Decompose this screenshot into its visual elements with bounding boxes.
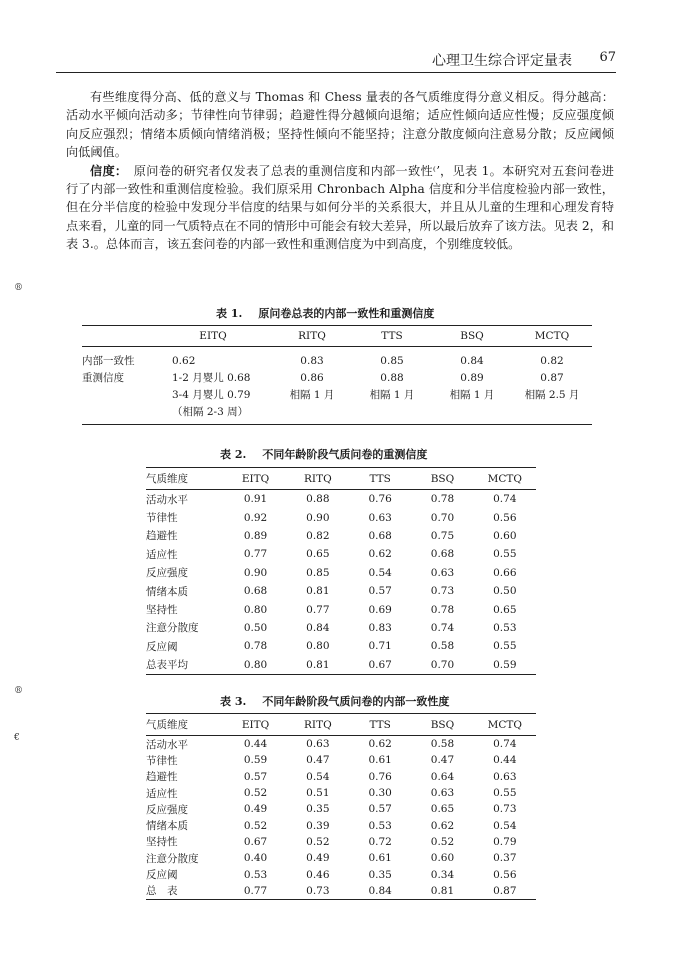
table-cell: 0.73	[287, 883, 349, 900]
table-cell: 0.77	[243, 548, 268, 561]
table-cell: 0.52	[243, 819, 268, 832]
table-cell: 相隔 1 月	[289, 389, 335, 401]
table1-caption-number: 表 1.	[216, 307, 243, 320]
row-label: 适应性	[146, 787, 178, 800]
table2-test-retest	[146, 467, 536, 675]
table-cell: 0.50	[243, 621, 268, 634]
table-row	[146, 769, 536, 785]
table-cell: 0.90	[306, 511, 330, 524]
table-cell: 0.57	[243, 770, 268, 783]
table-cell: 0.63	[430, 566, 455, 579]
table-cell: 0.49	[306, 852, 330, 865]
table-cell: 0.34	[430, 868, 455, 881]
table-cell: 0.65	[430, 803, 455, 816]
table-cell: 0.83	[300, 354, 324, 367]
table-cell: 0.66	[493, 566, 517, 579]
row-label: 反应阈	[146, 640, 178, 653]
table-row	[146, 866, 536, 882]
column-header: EITQ	[154, 326, 272, 347]
table-cell: 0.54	[306, 770, 330, 783]
table-row	[146, 883, 536, 900]
column-header: TTS	[352, 326, 432, 347]
table-cell: 0.80	[243, 603, 268, 616]
table-cell: 0.57	[368, 585, 392, 598]
table-header-row	[146, 468, 536, 490]
table-cell: 0.90	[243, 566, 268, 579]
row-label	[82, 386, 154, 403]
column-header: BSQ	[411, 714, 473, 736]
table-cell: 3-4 月婴儿 0.79	[172, 389, 251, 401]
table-cell: 0.58	[430, 738, 455, 751]
margin-mark: €	[14, 733, 20, 743]
row-label: 适应性	[146, 548, 178, 561]
table-cell: 0.76	[368, 493, 392, 506]
table-cell: 0.80	[306, 640, 330, 653]
table-cell: 0.81	[411, 883, 473, 900]
table-cell: 相隔 1 月	[369, 389, 415, 401]
table-cell: 0.39	[306, 819, 330, 832]
table-cell: 0.68	[368, 529, 392, 542]
margin-mark: ®	[14, 283, 23, 293]
table-row	[82, 347, 592, 370]
table-cell: 0.70	[430, 511, 455, 524]
page-number: 67	[599, 50, 616, 65]
table-cell: 0.54	[368, 566, 392, 579]
row-label: 趋避性	[146, 771, 178, 784]
header-title: 心理卫生综合评定量表	[432, 53, 572, 69]
table-header-row	[146, 714, 536, 736]
table-cell: 0.74	[430, 621, 455, 634]
table-cell: 0.35	[306, 803, 330, 816]
table-cell: 0.91	[243, 493, 268, 506]
table-cell: 0.61	[368, 754, 392, 767]
table-cell: 相隔 1 月	[449, 389, 495, 401]
column-header: 气质维度	[146, 468, 224, 490]
table-cell: 0.56	[493, 868, 517, 881]
table-cell: 0.83	[368, 621, 392, 634]
table-cell: 0.61	[368, 852, 392, 865]
table-row	[146, 817, 536, 833]
table-cell: 0.64	[430, 770, 455, 783]
table-cell: 0.84	[349, 883, 411, 900]
table-cell: 0.55	[493, 640, 517, 653]
table-cell: 0.59	[243, 754, 268, 767]
table-row	[146, 637, 536, 655]
row-label: 注意分散度	[146, 622, 199, 635]
table-row	[146, 564, 536, 582]
row-label: 反应强度	[146, 803, 188, 816]
row-label: 反应强度	[146, 567, 188, 580]
row-label: 节律性	[146, 754, 178, 767]
body-text	[66, 88, 614, 254]
table-cell: 0.63	[430, 787, 455, 800]
table-cell: 0.71	[368, 640, 392, 653]
row-label: 活动水平	[146, 493, 188, 506]
table1-caption	[216, 305, 434, 321]
table-cell: 0.52	[306, 835, 330, 848]
column-header: TTS	[349, 468, 411, 490]
table-cell: 0.80	[224, 656, 286, 675]
table-row	[146, 785, 536, 801]
table-row	[146, 752, 536, 768]
table-cell: 0.81	[306, 585, 330, 598]
column-header: RITQ	[272, 326, 352, 347]
table-cell: 0.89	[460, 371, 484, 384]
table-cell: 0.75	[430, 529, 455, 542]
running-header	[56, 48, 616, 73]
table-cell: 0.92	[243, 511, 268, 524]
paragraph-dimension-meaning: 有些维度得分高、低的意义与 Thomas 和 Chess 量表的各气质维度得分意义相反。得分越高：活动水平倾向活动多；节律性向节律弱；趋避性得分越倾向退缩；适应性倾向适应性慢；反应强度倾向反应强烈；情绪本质倾向情绪消极；坚持性倾向不能坚持；注意分散度倾向注意易分散；反应阈倾向低阈值。	[66, 90, 614, 160]
table-row	[146, 736, 536, 753]
table-cell: 0.30	[368, 787, 392, 800]
table-row	[146, 600, 536, 618]
table-cell: 0.63	[493, 770, 517, 783]
table-cell: 0.76	[368, 770, 392, 783]
table-row	[146, 508, 536, 526]
table-cell: 0.79	[493, 835, 517, 848]
table-cell: 0.60	[493, 529, 517, 542]
table-cell: 0.53	[493, 621, 517, 634]
column-header	[82, 326, 154, 347]
table-cell: 0.69	[368, 603, 392, 616]
table-cell: 0.81	[287, 656, 349, 675]
column-header: EITQ	[224, 468, 286, 490]
table-cell: 0.85	[306, 566, 330, 579]
column-header: EITQ	[224, 714, 286, 736]
row-label: 内部一致性	[82, 355, 135, 367]
table1-caption-text: 原问卷总表的内部一致性和重测信度	[258, 307, 435, 320]
row-label: 情绪本质	[146, 820, 188, 833]
table-cell: 0.70	[411, 656, 473, 675]
table-cell	[272, 403, 352, 425]
table-cell: 1-2 月婴儿 0.68	[172, 372, 251, 384]
row-label: 趋避性	[146, 530, 178, 543]
table-header-row	[82, 326, 592, 347]
row-label: 重测信度	[82, 372, 124, 384]
table2-caption	[220, 446, 427, 462]
column-header: MCTQ	[474, 714, 536, 736]
table-cell: 0.37	[493, 852, 517, 865]
table-cell: 0.52	[243, 787, 268, 800]
table3-caption-text: 不同年龄阶段气质问卷的内部一致性度	[262, 695, 450, 708]
column-header: 气质维度	[146, 714, 224, 736]
table-cell: 0.65	[493, 603, 517, 616]
column-header: RITQ	[287, 468, 349, 490]
margin-mark: ®	[14, 686, 23, 696]
table-row	[146, 656, 536, 675]
column-header: BSQ	[411, 468, 473, 490]
row-label: 注意分散度	[146, 852, 199, 865]
table-cell: 0.54	[493, 819, 517, 832]
row-label: 活动水平	[146, 738, 188, 751]
table-row	[146, 619, 536, 637]
table-cell: 0.73	[430, 585, 455, 598]
table3-caption	[220, 693, 449, 709]
table-cell: 0.62	[430, 819, 455, 832]
row-label: 节律性	[146, 512, 178, 525]
table-row	[146, 490, 536, 509]
table-cell: 0.74	[493, 493, 517, 506]
row-label: 坚持性	[146, 604, 178, 617]
table-cell: 0.57	[368, 803, 392, 816]
table-cell: 0.44	[243, 738, 268, 751]
table-row	[146, 850, 536, 866]
table-cell: 0.85	[380, 354, 404, 367]
table-cell	[432, 403, 512, 425]
table-cell	[352, 403, 432, 425]
table-cell: 0.67	[349, 656, 411, 675]
table3-caption-number: 表 3.	[220, 695, 247, 708]
table-cell: 0.88	[380, 371, 404, 384]
table-cell: 0.65	[306, 548, 330, 561]
table-cell	[512, 403, 592, 425]
table-cell: 0.59	[474, 656, 536, 675]
table2-caption-text: 不同年龄阶段气质问卷的重测信度	[262, 448, 428, 461]
table-cell: 0.63	[306, 738, 330, 751]
table-cell: 0.58	[430, 640, 455, 653]
table-cell: 0.89	[243, 529, 268, 542]
table-row	[82, 369, 592, 386]
table-cell: 0.47	[430, 754, 455, 767]
table-cell: 0.84	[460, 354, 484, 367]
table-cell: 0.88	[306, 493, 330, 506]
table-cell: 0.78	[430, 603, 455, 616]
reliability-lead: 信度：	[90, 163, 122, 178]
table-cell: 0.55	[493, 787, 517, 800]
table-cell: 0.72	[368, 835, 392, 848]
table-cell: 0.78	[243, 640, 268, 653]
table-cell: 0.77	[224, 883, 286, 900]
table-cell: 0.55	[493, 548, 517, 561]
reliability-text: 原问卷的研究者仅发表了总表的重测信度和内部一致性⁽ʼ，见表 1。本研究对五套问卷进行了内部一致性和重测信度检验。我们原采用 Chronbach Alpha 信度和分半信度检验内部一致性，但在分半信度的检验中发现分半信度的结果与如何分半的关系很大，并且从儿童的生理和心理发育特点来看，儿童的同一气质特点在不同的情形中可能会有较大差异，所以最后放弃了该方法。见表 2，和表 3.。总体而言，该五套问卷的内部一致性和重测信度为中到高度，个别维度较低。	[66, 163, 614, 252]
table-cell: 0.49	[243, 803, 268, 816]
table-cell: 0.35	[368, 868, 392, 881]
column-header: BSQ	[432, 326, 512, 347]
table-cell: 0.82	[540, 354, 564, 367]
table-row	[146, 582, 536, 600]
row-label	[82, 403, 154, 425]
table-cell: 0.87	[474, 883, 536, 900]
table-cell: 0.53	[243, 868, 268, 881]
table2-caption-number: 表 2.	[220, 448, 247, 461]
row-label: 总 表	[146, 883, 224, 900]
column-header: TTS	[349, 714, 411, 736]
table-cell: 0.74	[493, 738, 517, 751]
table-row	[82, 386, 592, 403]
table-cell: 0.78	[430, 493, 455, 506]
table-cell: （相隔 2-3 周）	[154, 403, 272, 425]
column-header: MCTQ	[512, 326, 592, 347]
table-cell: 0.62	[368, 738, 392, 751]
row-label: 反应阈	[146, 869, 178, 882]
table-cell: 0.86	[300, 371, 324, 384]
table-cell: 0.44	[493, 754, 517, 767]
row-label: 情绪本质	[146, 585, 188, 598]
row-label: 总表平均	[146, 656, 224, 675]
table-row	[146, 801, 536, 817]
table-cell: 0.87	[540, 371, 564, 384]
table-cell: 0.47	[306, 754, 330, 767]
table-cell: 0.60	[430, 852, 455, 865]
table3-internal-consistency	[146, 713, 536, 900]
column-header: MCTQ	[474, 468, 536, 490]
table-cell: 0.67	[243, 835, 268, 848]
table-cell: 0.68	[243, 585, 268, 598]
table-cell: 0.51	[306, 787, 330, 800]
table-cell: 0.62	[172, 354, 196, 367]
table-cell: 0.77	[306, 603, 330, 616]
table-cell: 0.52	[430, 835, 455, 848]
table-cell: 0.46	[306, 868, 330, 881]
table-cell: 0.56	[493, 511, 517, 524]
column-header: RITQ	[287, 714, 349, 736]
table-cell: 相隔 2.5 月	[524, 389, 580, 401]
row-label: 坚持性	[146, 836, 178, 849]
table-cell: 0.53	[368, 819, 392, 832]
table-row	[82, 403, 592, 425]
table-row	[146, 834, 536, 850]
table-cell: 0.40	[243, 852, 268, 865]
table1-reliability	[82, 325, 592, 425]
table-cell: 0.50	[493, 585, 517, 598]
table-cell: 0.62	[368, 548, 392, 561]
table-cell: 0.63	[368, 511, 392, 524]
paragraph-reliability	[66, 162, 614, 254]
table-row	[146, 527, 536, 545]
table-cell: 0.82	[306, 529, 330, 542]
table-cell: 0.84	[306, 621, 330, 634]
table-row	[146, 545, 536, 563]
table-cell: 0.68	[430, 548, 455, 561]
table-cell: 0.73	[493, 803, 517, 816]
